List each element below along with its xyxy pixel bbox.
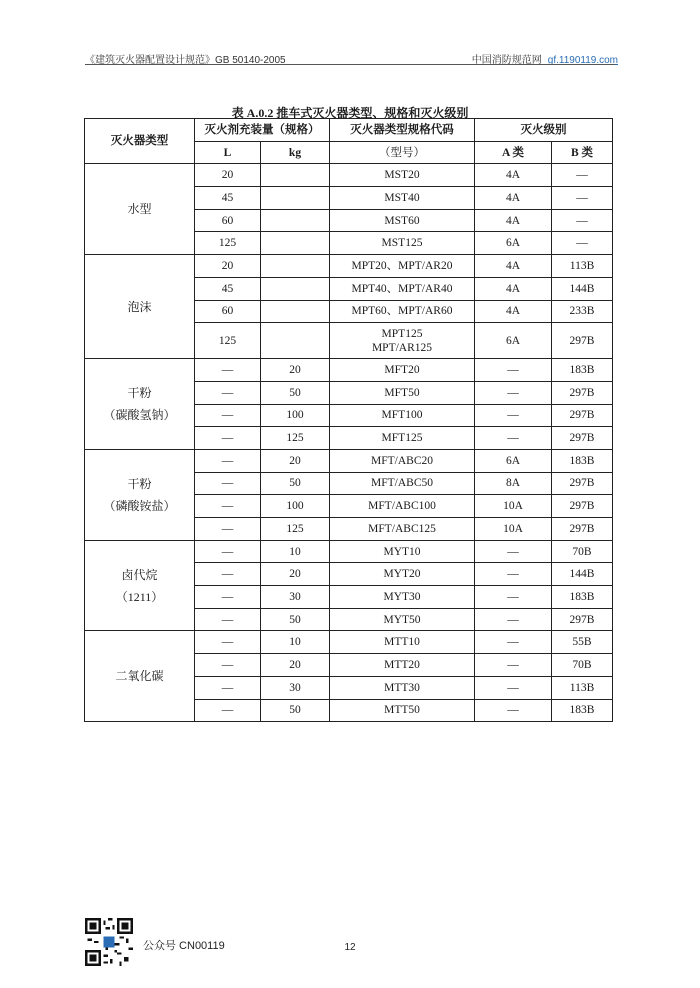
capacity-kg-cell: 125: [261, 427, 330, 450]
rating-a-cell: 4A: [475, 164, 552, 187]
site-name: 中国消防规范网: [471, 55, 542, 66]
table-body: [85, 164, 613, 722]
header-code: 灭火器类型规格代码: [330, 119, 475, 142]
rating-b-cell: 183B: [552, 449, 613, 472]
capacity-l-cell: —: [195, 608, 261, 631]
model-code-cell: [330, 676, 475, 699]
header-rule: [85, 64, 615, 65]
rating-a-cell: 4A: [475, 209, 552, 232]
model-code-cell: [330, 540, 475, 563]
capacity-kg-cell: 30: [261, 676, 330, 699]
model-code-cell: [330, 255, 475, 278]
header-capacity: 灭火剂充装量（规格）: [195, 119, 330, 142]
model-code-line: MYT30: [383, 590, 421, 603]
table-caption: 表 A.0.2 推车式灭火器类型、规格和灭火级别: [231, 106, 469, 120]
rating-a-cell: —: [475, 676, 552, 699]
extinguisher-type-cell: [85, 631, 195, 722]
rating-a-cell: —: [475, 563, 552, 586]
model-code-line: MTT20: [384, 658, 420, 671]
rating-a-cell: 4A: [475, 255, 552, 278]
extinguisher-type-cell: [85, 449, 195, 540]
rating-b-cell: 70B: [552, 540, 613, 563]
capacity-kg-cell: 20: [261, 654, 330, 677]
capacity-l-cell: —: [195, 404, 261, 427]
rating-b-cell: 183B: [552, 699, 613, 722]
rating-b-cell: —: [552, 164, 613, 187]
rating-b-cell: 297B: [552, 404, 613, 427]
capacity-l-cell: 20: [195, 164, 261, 187]
model-code-cell: [330, 563, 475, 586]
model-code-line: MTT30: [384, 681, 420, 694]
capacity-l-cell: —: [195, 586, 261, 609]
capacity-kg-cell: 50: [261, 608, 330, 631]
rating-a-cell: —: [475, 540, 552, 563]
model-code-cell: [330, 427, 475, 450]
model-code-cell: [330, 323, 475, 359]
model-code-cell: [330, 209, 475, 232]
capacity-kg-cell: [261, 164, 330, 187]
table-row: [85, 540, 613, 563]
capacity-kg-cell: 10: [261, 631, 330, 654]
model-code-cell: [330, 518, 475, 541]
rating-b-cell: 113B: [552, 676, 613, 699]
table-row: [85, 631, 613, 654]
capacity-kg-cell: 100: [261, 495, 330, 518]
capacity-kg-cell: 20: [261, 449, 330, 472]
header-class-b: B 类: [552, 141, 613, 164]
rating-a-cell: —: [475, 586, 552, 609]
capacity-l-cell: 45: [195, 277, 261, 300]
capacity-l-cell: —: [195, 631, 261, 654]
rating-b-cell: —: [552, 232, 613, 255]
rating-b-cell: 144B: [552, 563, 613, 586]
capacity-kg-cell: [261, 323, 330, 359]
rating-a-cell: 10A: [475, 518, 552, 541]
extinguisher-type-cell: [85, 359, 195, 450]
model-code-cell: [330, 699, 475, 722]
rating-a-cell: —: [475, 427, 552, 450]
extinguisher-type-line: （磷酸铵盐）: [103, 498, 176, 513]
rating-b-cell: 113B: [552, 255, 613, 278]
rating-a-cell: 8A: [475, 472, 552, 495]
rating-a-cell: 6A: [475, 232, 552, 255]
rating-b-cell: —: [552, 209, 613, 232]
model-code-cell: [330, 381, 475, 404]
rating-a-cell: —: [475, 359, 552, 382]
model-code-cell: [330, 608, 475, 631]
model-code-line: MST125: [381, 237, 423, 250]
model-code-line: MST40: [384, 191, 420, 204]
capacity-kg-cell: 50: [261, 381, 330, 404]
page-number: 12: [344, 942, 356, 953]
extinguisher-type-line: （碳酸氢钠）: [103, 408, 176, 423]
extinguisher-type-line: 二氧化碳: [115, 669, 164, 684]
extinguisher-type-line: 水型: [127, 202, 152, 217]
rating-b-cell: 233B: [552, 300, 613, 323]
rating-a-cell: 4A: [475, 277, 552, 300]
header-class-a: A 类: [475, 141, 552, 164]
model-code-line: MST20: [384, 169, 420, 182]
header-type: 灭火器类型: [85, 119, 195, 164]
extinguisher-type-line: 卤代烷: [121, 567, 158, 582]
header-unit-kg: kg: [261, 141, 330, 164]
capacity-l-cell: —: [195, 381, 261, 404]
capacity-kg-cell: [261, 277, 330, 300]
model-code-cell: [330, 359, 475, 382]
model-code-line: MFT50: [384, 386, 420, 399]
model-code-line: MFT/ABC125: [368, 522, 436, 535]
table-row: [85, 449, 613, 472]
extinguisher-type-line: 泡沫: [127, 299, 152, 314]
site-link[interactable]: gf.1190119.com: [547, 55, 618, 66]
capacity-kg-cell: 20: [261, 563, 330, 586]
header-code-sub: （型号）: [330, 141, 475, 164]
capacity-kg-cell: 10: [261, 540, 330, 563]
extinguisher-type-line: 干粉: [127, 476, 152, 491]
rating-a-cell: —: [475, 631, 552, 654]
model-code-cell: [330, 300, 475, 323]
capacity-kg-cell: 30: [261, 586, 330, 609]
rating-a-cell: —: [475, 699, 552, 722]
rating-b-cell: 297B: [552, 472, 613, 495]
model-code-cell: [330, 654, 475, 677]
capacity-l-cell: 125: [195, 323, 261, 359]
extinguisher-type-cell: [85, 255, 195, 359]
model-code-line: MYT50: [383, 613, 421, 626]
model-code-line: MTT10: [384, 636, 420, 649]
capacity-l-cell: 60: [195, 209, 261, 232]
capacity-kg-cell: [261, 300, 330, 323]
capacity-l-cell: —: [195, 676, 261, 699]
model-code-line: MFT20: [384, 364, 420, 377]
model-code-cell: [330, 232, 475, 255]
table-row: [85, 255, 613, 278]
document-title: 《建筑灭火器配置设计规范》GB 50140-2005: [85, 55, 286, 66]
capacity-kg-cell: 50: [261, 699, 330, 722]
capacity-kg-cell: 100: [261, 404, 330, 427]
rating-b-cell: 183B: [552, 586, 613, 609]
model-code-line: MPT/AR125: [371, 341, 433, 354]
model-code-cell: [330, 404, 475, 427]
capacity-l-cell: —: [195, 699, 261, 722]
wechat-account-label: 公众号 CN00119: [143, 940, 225, 952]
rating-b-cell: 183B: [552, 359, 613, 382]
capacity-kg-cell: [261, 209, 330, 232]
model-code-cell: [330, 472, 475, 495]
rating-b-cell: 297B: [552, 381, 613, 404]
capacity-l-cell: 125: [195, 232, 261, 255]
extinguisher-spec-table: [84, 118, 613, 722]
model-code-cell: [330, 187, 475, 210]
rating-b-cell: —: [552, 187, 613, 210]
model-code-line: MPT125: [381, 327, 423, 340]
model-code-cell: [330, 277, 475, 300]
extinguisher-type-cell: [85, 164, 195, 255]
model-code-cell: [330, 631, 475, 654]
rating-a-cell: 6A: [475, 449, 552, 472]
rating-a-cell: —: [475, 608, 552, 631]
capacity-l-cell: —: [195, 654, 261, 677]
capacity-l-cell: 60: [195, 300, 261, 323]
capacity-kg-cell: 125: [261, 518, 330, 541]
table-row: [85, 164, 613, 187]
table-row: [85, 359, 613, 382]
capacity-kg-cell: [261, 187, 330, 210]
capacity-kg-cell: [261, 232, 330, 255]
model-code-line: MPT60、MPT/AR60: [351, 305, 453, 318]
capacity-l-cell: 45: [195, 187, 261, 210]
capacity-l-cell: —: [195, 563, 261, 586]
rating-b-cell: 297B: [552, 323, 613, 359]
model-code-line: MFT/ABC100: [368, 500, 436, 513]
capacity-l-cell: —: [195, 472, 261, 495]
rating-a-cell: 4A: [475, 300, 552, 323]
model-code-line: MPT40、MPT/AR40: [351, 282, 453, 295]
model-code-line: MFT100: [381, 409, 423, 422]
model-code-line: MFT/ABC20: [371, 454, 433, 467]
capacity-l-cell: —: [195, 495, 261, 518]
rating-a-cell: 6A: [475, 323, 552, 359]
model-code-line: MTT50: [384, 704, 420, 717]
header-unit-l: L: [195, 141, 261, 164]
model-code-cell: [330, 449, 475, 472]
capacity-kg-cell: [261, 255, 330, 278]
model-code-cell: [330, 164, 475, 187]
rating-b-cell: 297B: [552, 495, 613, 518]
rating-b-cell: 55B: [552, 631, 613, 654]
capacity-l-cell: —: [195, 518, 261, 541]
model-code-cell: [330, 586, 475, 609]
capacity-l-cell: —: [195, 427, 261, 450]
rating-b-cell: 70B: [552, 654, 613, 677]
capacity-kg-cell: 50: [261, 472, 330, 495]
model-code-line: MFT125: [381, 432, 423, 445]
model-code-line: MPT20、MPT/AR20: [351, 259, 453, 272]
capacity-l-cell: 20: [195, 255, 261, 278]
rating-b-cell: 297B: [552, 518, 613, 541]
rating-b-cell: 297B: [552, 608, 613, 631]
capacity-l-cell: —: [195, 359, 261, 382]
capacity-l-cell: —: [195, 540, 261, 563]
rating-a-cell: —: [475, 381, 552, 404]
extinguisher-type-line: 干粉: [127, 386, 152, 401]
capacity-l-cell: —: [195, 449, 261, 472]
rating-b-cell: 297B: [552, 427, 613, 450]
header-rating: 灭火级别: [475, 119, 613, 142]
model-code-line: MYT10: [383, 545, 421, 558]
extinguisher-type-cell: [85, 540, 195, 631]
capacity-kg-cell: 20: [261, 359, 330, 382]
model-code-cell: [330, 495, 475, 518]
model-code-line: MST60: [384, 214, 420, 227]
model-code-line: MFT/ABC50: [371, 477, 433, 490]
rating-a-cell: 4A: [475, 187, 552, 210]
rating-b-cell: 144B: [552, 277, 613, 300]
model-code-line: MYT20: [383, 568, 421, 581]
rating-a-cell: —: [475, 654, 552, 677]
extinguisher-type-line: （1211）: [115, 589, 164, 604]
rating-a-cell: —: [475, 404, 552, 427]
rating-a-cell: 10A: [475, 495, 552, 518]
